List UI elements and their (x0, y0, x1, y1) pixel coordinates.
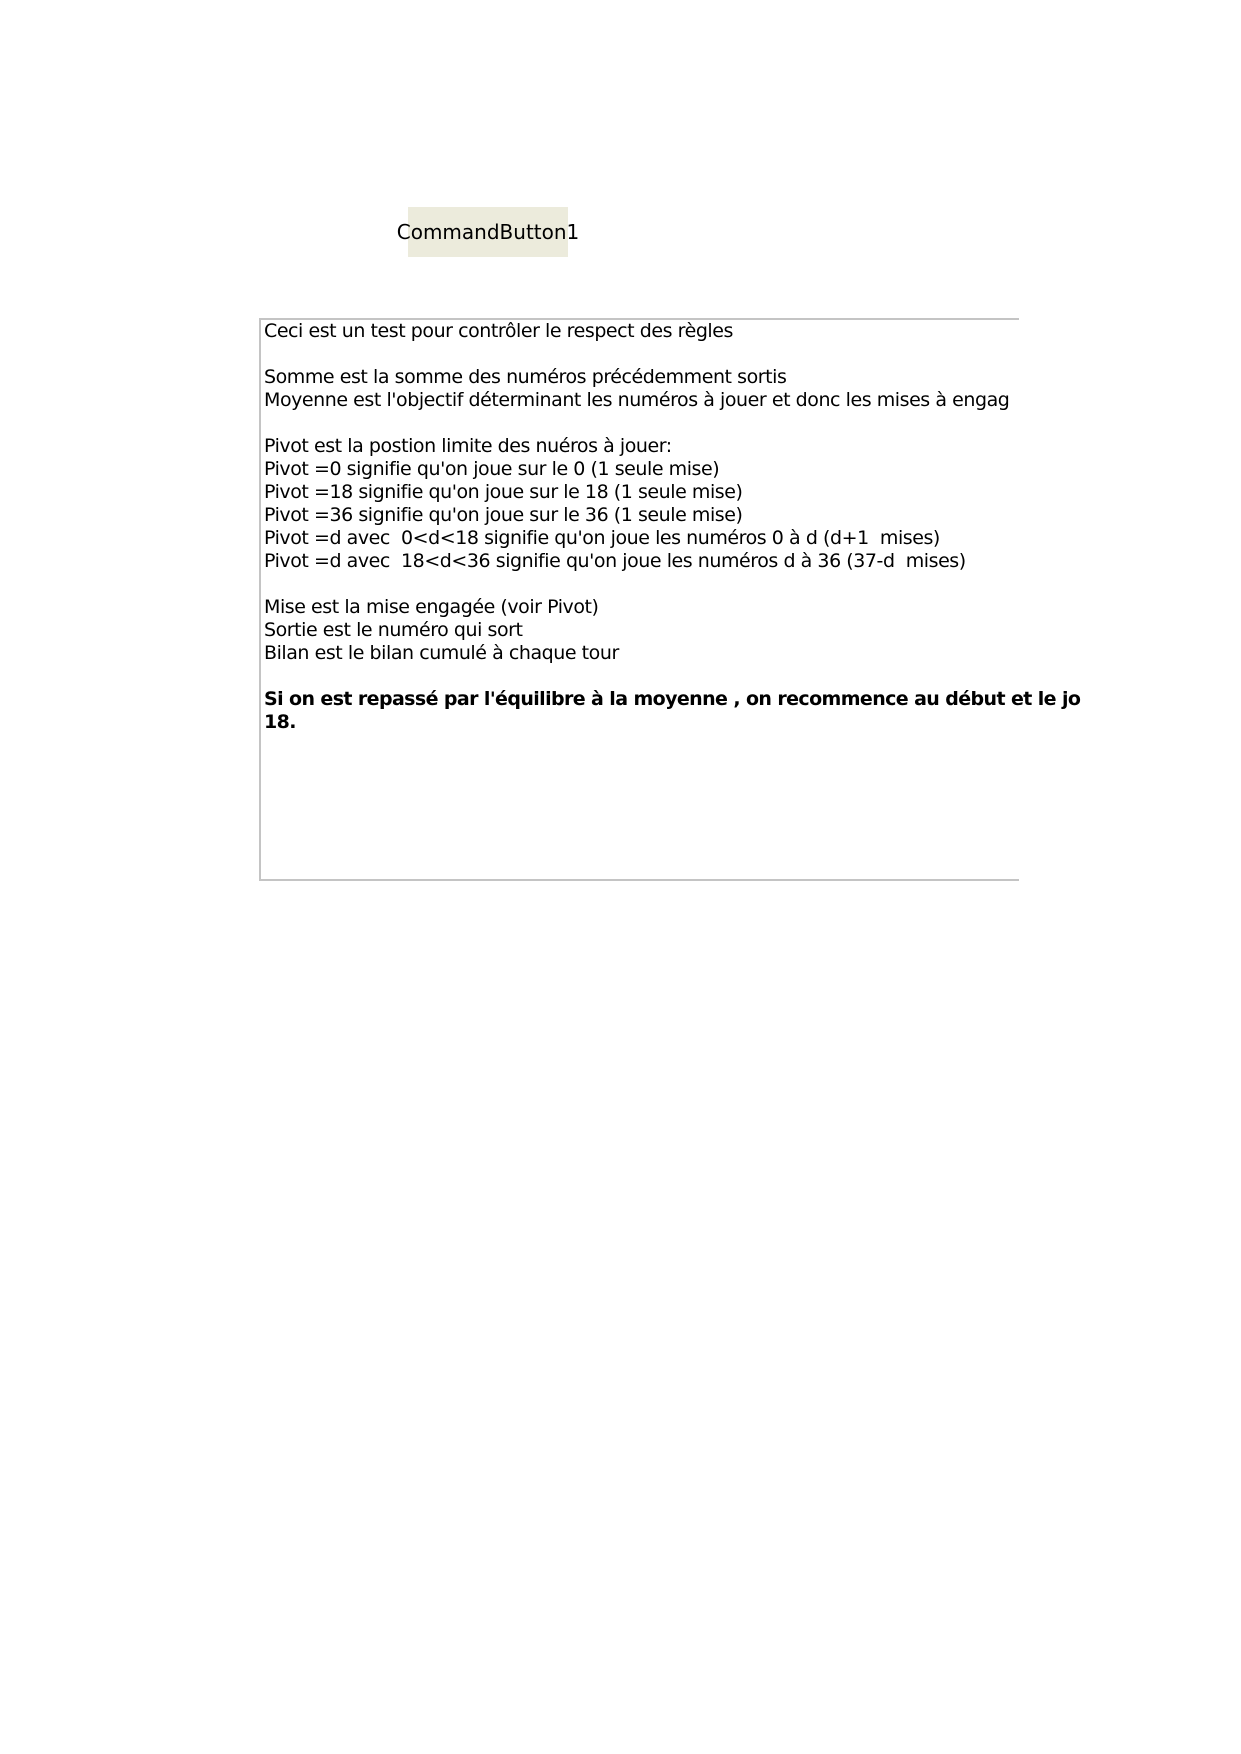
rules-blank-line (264, 573, 1164, 596)
command-button-1[interactable] (396, 207, 580, 257)
rules-line: Somme est la somme des numéros précédemment sortis (264, 366, 787, 388)
command-button-label: CommandButton1 (396, 220, 580, 244)
rules-blank-line (264, 412, 1164, 435)
rules-line: Moyenne est l'objectif déterminant les numéros à jouer et donc les mises à engag (264, 389, 1010, 411)
rules-blank-line (264, 343, 1164, 366)
rules-line: Sortie est le numéro qui sort (264, 619, 523, 641)
rules-line: Pivot =18 signifie qu'on joue sur le 18 (1 seule mise) (264, 481, 743, 503)
rules-line: Mise est la mise engagée (voir Pivot) (264, 596, 599, 618)
rules-blank-line (264, 665, 1164, 688)
rules-textbox[interactable] (259, 318, 1081, 881)
rules-bold-line: Si on est repassé par l'équilibre à la moyenne , on recommence au début et le jo (264, 688, 1081, 710)
rules-line: Bilan est le bilan cumulé à chaque tour (264, 642, 619, 664)
rules-line: Pivot est la postion limite des nuéros à jouer: (264, 435, 672, 457)
rules-line: Ceci est un test pour contrôler le respect des règles (264, 320, 733, 342)
rules-bold-line: 18. (264, 711, 296, 733)
rules-textbox-content (264, 320, 1164, 734)
rules-line: Pivot =0 signifie qu'on joue sur le 0 (1 seule mise) (264, 458, 720, 480)
rules-line: Pivot =d avec 18<d<36 signifie qu'on joue les numéros d à 36 (37-d mises) (264, 550, 966, 572)
rules-line: Pivot =d avec 0<d<18 signifie qu'on joue les numéros 0 à d (d+1 mises) (264, 527, 940, 549)
rules-line: Pivot =36 signifie qu'on joue sur le 36 (1 seule mise) (264, 504, 743, 526)
